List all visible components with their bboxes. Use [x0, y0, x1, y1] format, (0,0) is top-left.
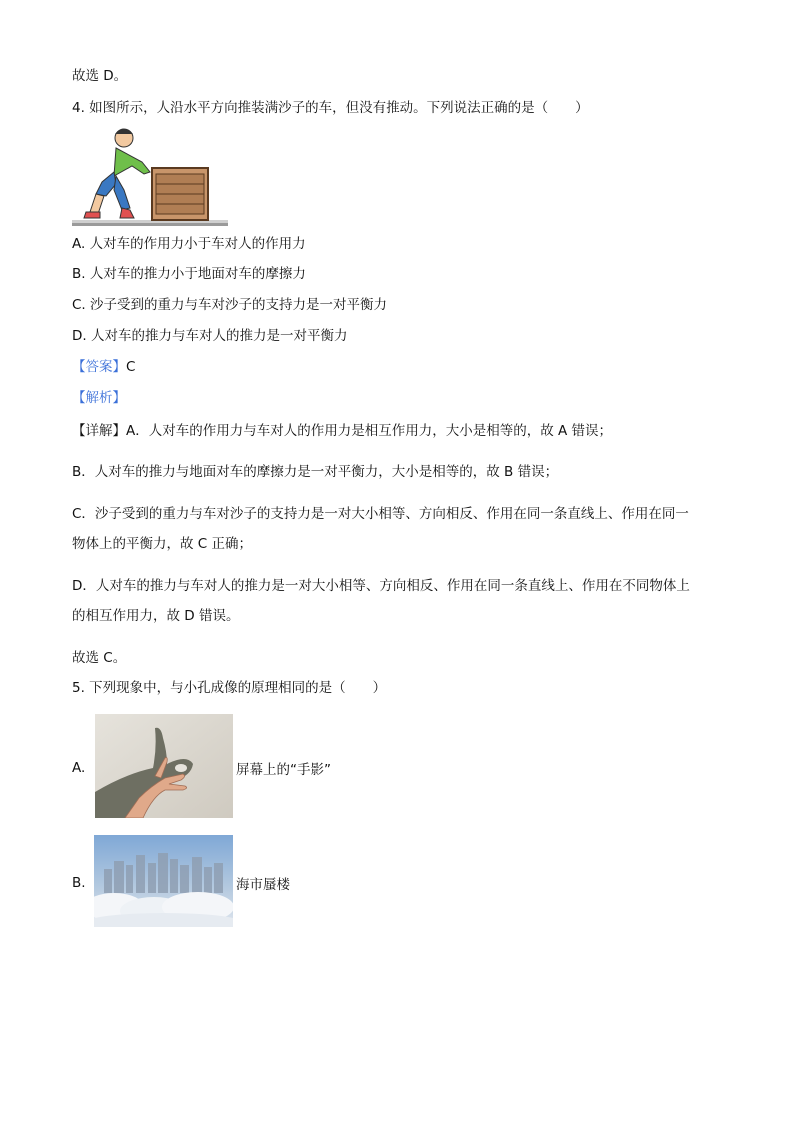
q4-stem: 4. 如图所示，人沿水平方向推装满沙子的车，但没有推动。下列说法正确的是（ ）	[72, 100, 589, 116]
q4-analysis-line	[72, 388, 126, 408]
q5-option-b-mirage-photo	[94, 835, 233, 927]
q4-option-d: D. 人对车的推力与车对人的推力是一对平衡力	[72, 328, 348, 344]
q4-detail-d-line2: 的相互作用力，故 D 错误。	[72, 608, 240, 624]
q4-option-a: A. 人对车的作用力小于车对人的作用力	[72, 236, 306, 252]
q5-option-b-text: 海市蜃楼	[236, 877, 290, 893]
q4-conclusion: 故选 C。	[72, 650, 127, 666]
q5-option-a-label: A.	[72, 760, 86, 776]
q4-option-c: C. 沙子受到的重力与车对沙子的支持力是一对平衡力	[72, 297, 388, 313]
q4-figure-man-pushing-cart	[72, 124, 230, 230]
answer-tag: 【答案】	[72, 359, 126, 375]
q5-option-a-hand-shadow-photo	[95, 714, 233, 818]
detail-a-text: A．人对车的作用力与车对人的作用力是相互作用力，大小是相等的，故 A 错误；	[126, 423, 613, 439]
prev-conclusion: 故选 D。	[72, 68, 128, 84]
q4-detail-b: B．人对车的推力与地面对车的摩擦力是一对平衡力，大小是相等的，故 B 错误；	[72, 464, 559, 480]
q4-option-b: B. 人对车的推力小于地面对车的摩擦力	[72, 266, 306, 282]
answer-value: C	[126, 359, 136, 375]
q5-option-b-label: B.	[72, 875, 86, 891]
q4-detail-c-line2: 物体上的平衡力，故 C 正确；	[72, 536, 253, 552]
q4-detail-a	[72, 421, 612, 441]
q4-detail-c-line1: C．沙子受到的重力与车对沙子的支持力是一对大小相等、方向相反、作用在同一条直线上、作用在同一	[72, 506, 689, 522]
analysis-tag: 【解析】	[72, 390, 126, 406]
detail-tag: 【详解】	[72, 423, 126, 439]
q5-option-a-text: 屏幕上的“手影”	[236, 762, 331, 778]
q5-stem: 5. 下列现象中，与小孔成像的原理相同的是（ ）	[72, 680, 387, 696]
q4-answer-line	[72, 357, 135, 377]
q4-detail-d-line1: D．人对车的推力与车对人的推力是一对大小相等、方向相反、作用在同一条直线上、作用在不同物体上	[72, 578, 690, 594]
